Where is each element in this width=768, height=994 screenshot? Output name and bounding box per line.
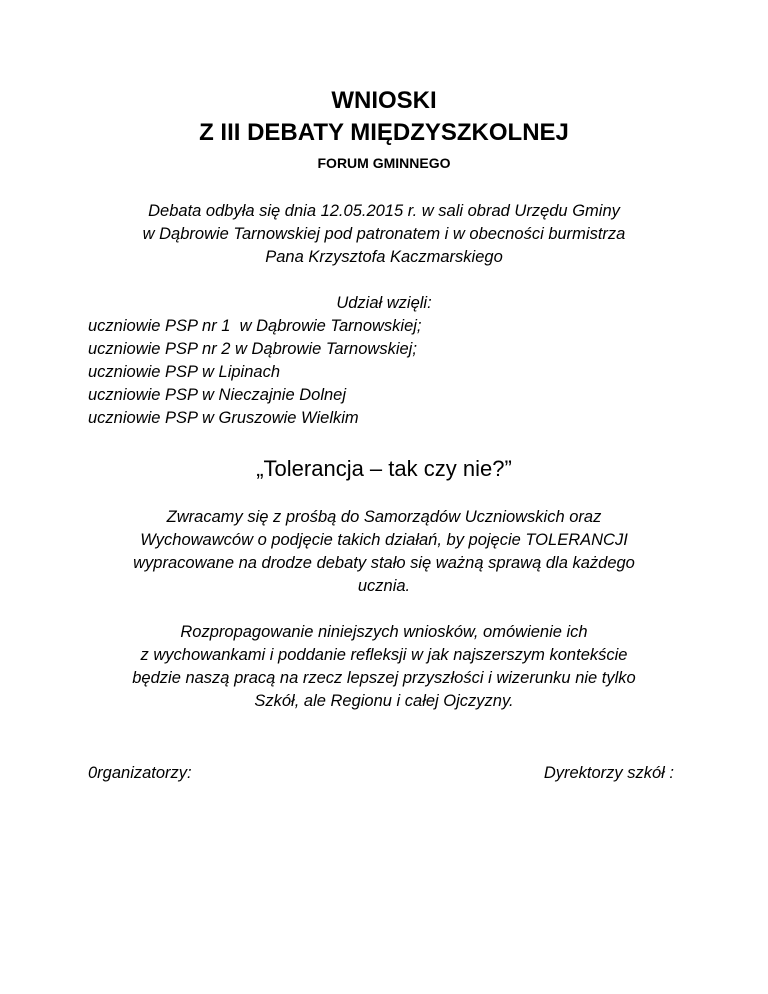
organizers-signature-label: 0rganizatorzy:	[88, 764, 192, 782]
promotion-line: z wychowankami i poddanie refleksji w jak najszerszym kontekście	[140, 646, 628, 664]
intro-line: w Dąbrowie Tarnowskiej pod patronatem i w obecności burmistrza	[142, 225, 626, 243]
participant-item: uczniowie PSP w Gruszowie Wielkim	[88, 409, 359, 427]
promotion-line: będzie naszą pracą na rzecz lepszej przyszłości i wizerunku nie tylko	[132, 669, 636, 687]
promotion-paragraph	[60, 621, 708, 713]
document-subtitle: FORUM GMINNEGO	[317, 155, 451, 171]
appeal-line: Wychowawców o podjęcie takich działań, by pojęcie TOLERANCJI	[140, 531, 628, 549]
appeal-line: ucznia.	[357, 577, 411, 595]
participant-item: uczniowie PSP w Lipinach	[88, 363, 280, 381]
document-title-line2: Z III DEBATY MIĘDZYSZKOLNEJ	[199, 119, 569, 146]
appeal-line: wypracowane na drodze debaty stało się ważną sprawą dla każdego	[133, 554, 635, 572]
appeal-paragraph	[60, 506, 708, 598]
participant-item: uczniowie PSP w Nieczajnie Dolnej	[88, 386, 347, 404]
participant-item: uczniowie PSP nr 1 w Dąbrowie Tarnowskiej;	[88, 317, 422, 335]
debate-slogan: „Tolerancja – tak czy nie?”	[256, 456, 512, 481]
directors-signature-label: Dyrektorzy szkół :	[543, 764, 674, 782]
promotion-line: Szkół, ale Regionu i całej Ojczyzny.	[254, 692, 514, 710]
intro-line: Debata odbyła się dnia 12.05.2015 r. w sali obrad Urzędu Gminy	[148, 202, 620, 220]
participants-heading: Udział wzięli:	[336, 294, 432, 312]
document-title: WNIOSKI	[331, 87, 437, 114]
appeal-line: Zwracamy się z prośbą do Samorządów Uczniowskich oraz	[166, 508, 602, 526]
promotion-line: Rozpropagowanie niniejszych wniosków, omówienie ich	[180, 623, 588, 641]
intro-line: Pana Krzysztofa Kaczmarskiego	[265, 248, 503, 266]
intro-paragraph	[60, 200, 708, 269]
participant-item: uczniowie PSP nr 2 w Dąbrowie Tarnowskiej;	[88, 340, 417, 358]
participants-list	[88, 315, 688, 430]
